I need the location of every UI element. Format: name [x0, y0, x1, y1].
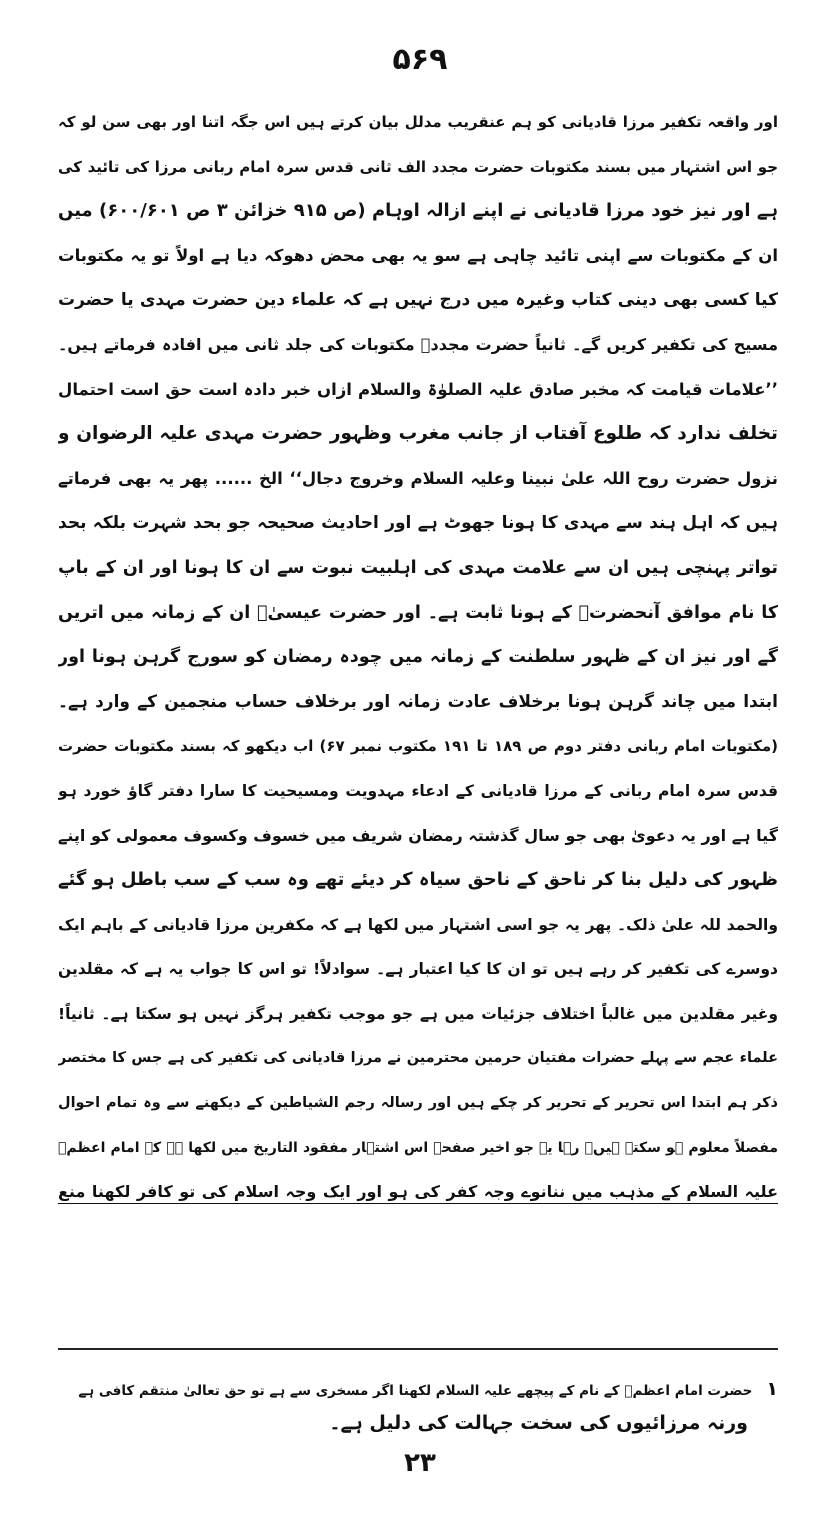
footnote-line	[58, 1372, 778, 1406]
text-line: ’’علامات قیامت کہ مخبر صادق علیہ الصلوٰۃ والسلام ازاں خبر دادہ است حق است احتمال	[58, 379, 778, 399]
text-line: جو اس اشتہار میں بسند مکتوبات حضرت مجدد الف ثانی قدس سرہ امام ربانی مرزا کی تائید کی	[58, 157, 778, 176]
footnote	[58, 1372, 778, 1440]
text-line: اور واقعہ تکفیر مرزا قادیانی کو ہم عنقریب مدلل بیان کرتے ہیں اس جگہ اتنا اور بھی سن لو کہ	[58, 113, 778, 131]
text-line: علماء عجم سے پہلے حضرات مفتیان حرمین محترمین نے مرزا قادیانی کی تکفیر کی ہے جس کا مختصر	[58, 1050, 778, 1067]
text-line: ان کے مکتوبات سے اپنی تائید چاہی ہے سو یہ بھی محض دھوکہ دیا ہے اولاً تو یہ مکتوبات	[58, 245, 778, 265]
footnote-divider	[58, 1348, 778, 1350]
text-line: ابتدا میں چاند گرہن ہونا برخلاف عادت زمانہ اور برخلاف حساب منجمین کے وارد ہے۔	[58, 691, 778, 712]
footnote-text: حضرت امام اعظمؒ کے نام کے پیچھے علیہ السلام لکھنا اگر مسخری سے ہے تو حق تعالیٰ منتقم کافی ہے	[78, 1383, 753, 1399]
text-line: تخلف ندارد کہ طلوع آفتاب از جانب مغرب وظہور حضرت مہدی علیہ الرضوان و	[58, 423, 778, 445]
text-line: ہیں کہ اہل ہند سے مہدی کا ہونا جھوٹ ہے اور احادیث صحیحہ جو بحد شہرت بلکہ بحد	[58, 513, 778, 534]
text-line: نزول حضرت روح اللہ علیٰ نبینا وعلیہ السلام وخروج دجال‘‘ الخ ...... پھر یہ بھی فرماتے	[58, 468, 778, 488]
text-line-underlined: علیہ السلام کے مذہب میں ننانوے وجہ کفر کی ہو اور ایک وجہ اسلام کی تو کافر لکھنا منع	[58, 1182, 778, 1202]
text-line: گیا ہے اور یہ دعویٰ بھی جو سال گذشتہ رمضان شریف میں خسوف وکسوف معمولی کو اپنے	[58, 825, 778, 845]
footnote-line: ورنہ مرزائیوں کی سخت جہالت کی دلیل ہے۔	[329, 1412, 748, 1434]
footnote-marker: ۱	[766, 1378, 778, 1400]
text-line: ہے اور نیز خود مرزا قادیانی نے اپنے ازالہ اوہام (ص ۹۱۵ خزائن ۳ ص ۶۰۰/۶۰۱) میں	[58, 200, 778, 222]
text-line: مسیح کی تکفیر کریں گے۔ ثانیاً حضرت مجددؒ مکتوبات کی جلد ثانی میں افادہ فرماتے ہیں۔	[58, 334, 778, 354]
body-text	[58, 100, 778, 1215]
text-line: کا نام موافق آنحضرتؐ کے ہونا ثابت ہے۔ اور حضرت عیسیٰؑ ان کے زمانہ میں اتریں	[58, 602, 778, 623]
text-line: مفصلاً معلوم ہو سکتے ہیں۔ رہا یہ جو اخیر صفحہ اس اشتہار مفقود التاریخ میں لکھا ہے کہ امام اعظمؒ	[58, 1139, 778, 1156]
text-line: گے اور نیز ان کے ظہور سلطنت کے زمانہ میں چودہ رمضان کو سورج گرہن ہونا اور	[58, 647, 778, 668]
text-line: تواتر پہنچی ہیں ان سے علامت مہدی کی اہلبیت نبوت سے ان کا ہونا اور ان کے باپ	[58, 557, 778, 578]
text-line: دوسرے کی تکفیر کر رہے ہیں تو ان کا کیا اعتبار ہے۔ سوادلاً! تو اس کا جواب یہ ہے کہ مقلدین	[58, 960, 778, 979]
text-line: والحمد للہ علیٰ ذلک۔ پھر یہ جو اسی اشتہار میں لکھا ہے کہ مکفرین مرزا قادیانی کے باہم ایک	[58, 915, 778, 934]
text-line: قدس سرہ امام ربانی کے مرزا قادیانی کے ادعاء مہدویت ومسیحیت کا سارا دفتر گاؤ خورد ہو	[58, 781, 778, 800]
signature-number: ۲۳	[404, 1448, 436, 1478]
text-line: کیا کسی بھی دینی کتاب وغیرہ میں درج نہیں ہے کہ علماء دین حضرت مہدی یا حضرت	[58, 290, 778, 311]
text-line: ظہور کی دلیل بنا کر ناحق کے ناحق سیاہ کر دیئے تھے وہ سب کے سب باطل ہو گئے	[58, 869, 778, 891]
text-line: ذکر ہم ابتدا اس تحریر کے تحریر کر چکے ہیں اور رسالہ رجم الشیاطین کے دیکھنے سے وہ تمام احوال	[58, 1095, 778, 1112]
text-line: وغیر مقلدین میں غالباً اختلاف جزئیات میں ہے جو موجب تکفیر ہرگز نہیں ہو سکتا ہے۔ ثانیاً!	[58, 1004, 778, 1023]
page-number: ۵۶۹	[392, 42, 448, 77]
text-line: (مکتوبات امام ربانی دفتر دوم ص ۱۸۹ تا ۱۹۱ مکتوب نمبر ۶۷) اب دیکھو کہ بسند مکتوبات حضرت	[58, 737, 778, 756]
